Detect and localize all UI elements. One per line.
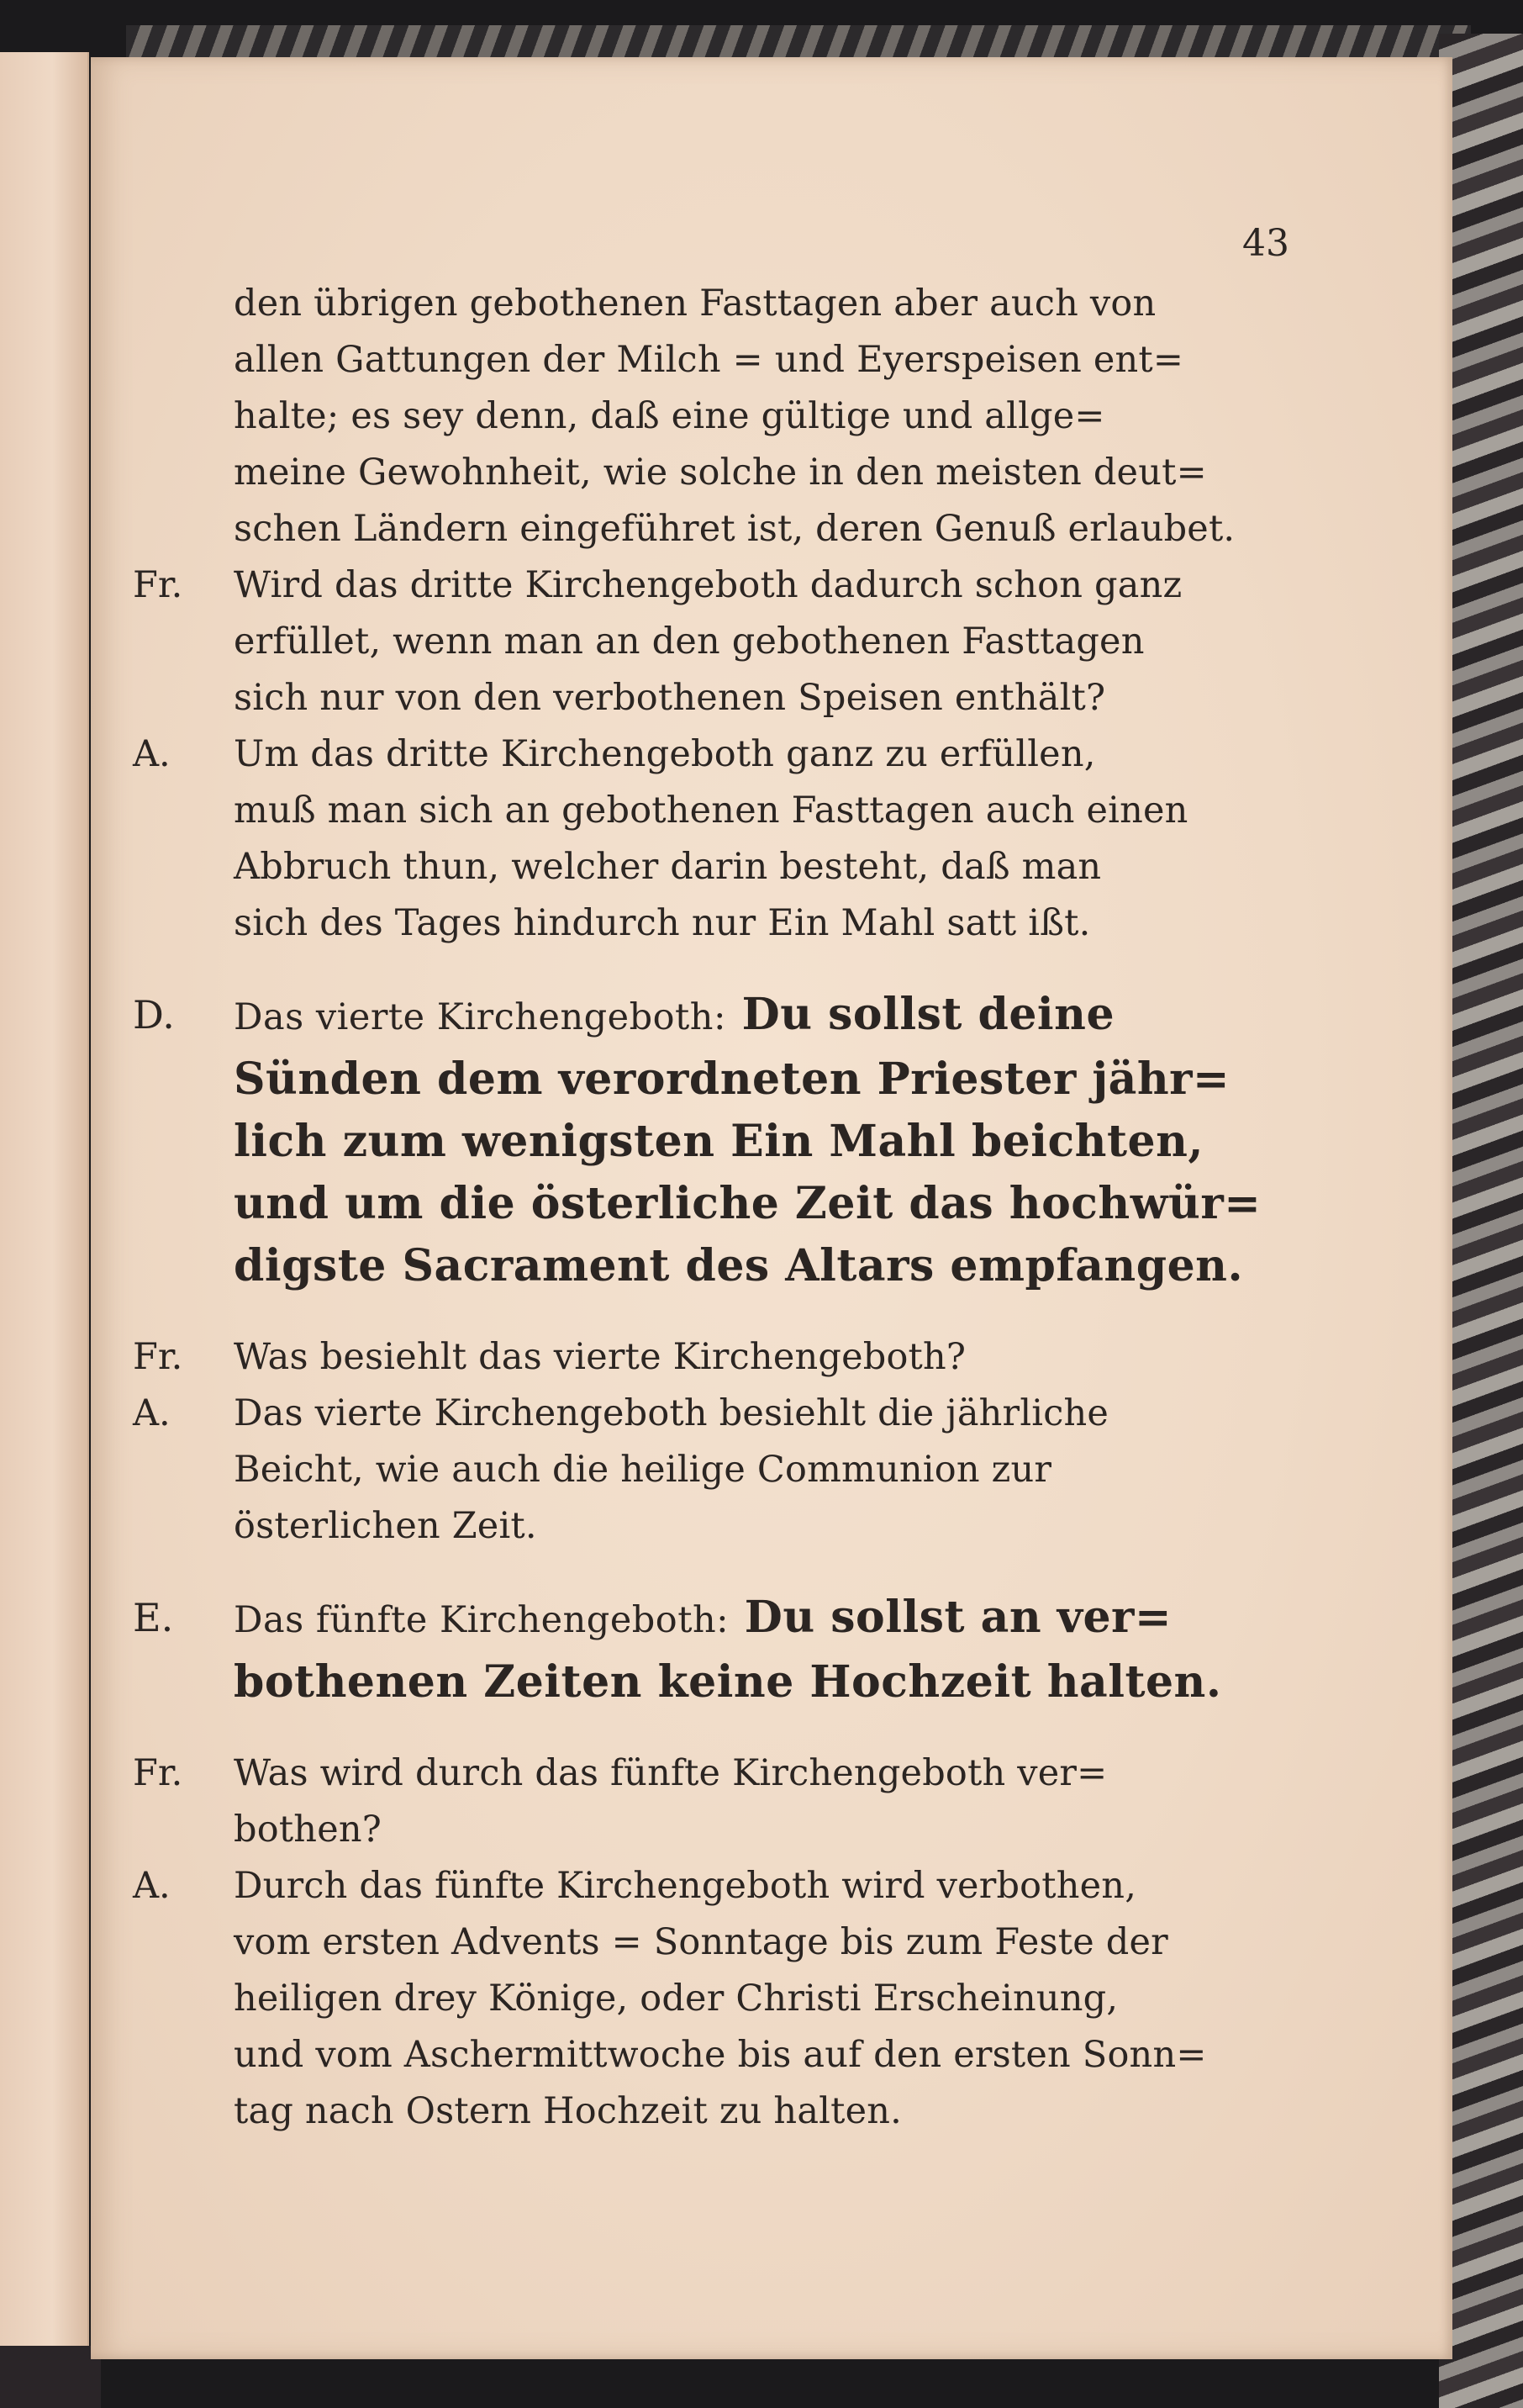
text-line: erfüllet, wenn man an den gebothenen Fasttagen [234, 620, 1145, 663]
question-label: Fr. [133, 1336, 183, 1378]
text-line: Wird das dritte Kirchengeboth dadurch schon ganz [234, 564, 1183, 606]
heading-line: lich zum wenigsten Ein Mahl beichten, [234, 1116, 1204, 1167]
page-text [133, 276, 1394, 2140]
text-line: sich des Tages hindurch nur Ein Mahl satt ißt. [234, 902, 1091, 944]
commandment-intro: Das vierte Kirchengeboth: [234, 996, 726, 1038]
page-number: 43 [1242, 222, 1289, 265]
heading-line [234, 1587, 1394, 1651]
text-line: meine Gewohnheit, wie solche in den meisten deut= [234, 452, 1207, 494]
heading-line: bothenen Zeiten keine Hochzeit halten. [234, 1656, 1222, 1708]
text-line: allen Gattungen der Milch = und Eyerspeisen ent= [234, 339, 1184, 381]
question-label: Fr. [133, 1752, 183, 1794]
commandment-label: E. [133, 1595, 174, 1640]
answer-label: A. [133, 1392, 171, 1434]
text-line: muß man sich an gebothenen Fasttagen auch einen [234, 789, 1188, 832]
facing-page-edge [0, 52, 89, 2356]
commandment-text: Du sollst deine [741, 989, 1115, 1040]
answer-label: A. [133, 733, 171, 775]
commandment-4 [133, 984, 1394, 1297]
text-line: sich nur von den verbothenen Speisen enthält? [234, 677, 1106, 719]
text-line: Beicht, wie auch die heilige Communion zur [234, 1449, 1052, 1491]
answer-2 [133, 1386, 1394, 1555]
text-line: bothen? [234, 1809, 382, 1851]
commandment-label: D. [133, 992, 175, 1038]
question-label: Fr. [133, 564, 183, 606]
commandment-intro: Das fünfte Kirchengeboth: [234, 1599, 730, 1641]
text-line: Durch das fünfte Kirchengeboth wird verbothen, [234, 1865, 1137, 1907]
answer-3 [133, 1858, 1394, 2140]
text-line: Was besiehlt das vierte Kirchengeboth? [234, 1336, 967, 1378]
answer-label: A. [133, 1865, 171, 1907]
question-1 [133, 557, 1394, 726]
question-2 [133, 1329, 1394, 1386]
text-line: österlichen Zeit. [234, 1505, 537, 1547]
text-line: Abbruch thun, welcher darin besteht, daß man [234, 846, 1102, 888]
text-line: halte; es sey denn, daß eine gültige und allge= [234, 395, 1105, 437]
commandment-5 [133, 1587, 1394, 1714]
commandment-text: Du sollst an ver= [744, 1592, 1173, 1643]
text-line: den übrigen gebothenen Fasttagen aber auch von [234, 283, 1157, 325]
text-line: heiligen drey Könige, oder Christi Erscheinung, [234, 1978, 1119, 2020]
text-line: Das vierte Kirchengeboth besiehlt die jährliche [234, 1392, 1109, 1434]
text-line: Um das dritte Kirchengeboth ganz zu erfüllen, [234, 733, 1096, 775]
text-line: tag nach Ostern Hochzeit zu halten. [234, 2090, 903, 2132]
text-line: Was wird durch das fünfte Kirchengeboth ver= [234, 1752, 1108, 1794]
opening-paragraph [234, 276, 1394, 557]
question-3 [133, 1745, 1394, 1858]
answer-1 [133, 726, 1394, 952]
text-line: und vom Aschermittwoche bis auf den ersten Sonn= [234, 2034, 1207, 2076]
book-page [91, 57, 1452, 2359]
spine-shadow [0, 2346, 101, 2408]
heading-line [234, 984, 1394, 1048]
text-line: schen Ländern eingeführet ist, deren Genuß erlaubet. [234, 508, 1236, 550]
heading-line: digste Sacrament des Altars empfangen. [234, 1240, 1244, 1291]
heading-line: Sünden dem verordneten Priester jähr= [234, 1054, 1231, 1105]
heading-line: und um die österliche Zeit das hochwür= [234, 1178, 1262, 1229]
text-line: vom ersten Advents = Sonntage bis zum Feste der [234, 1921, 1168, 1963]
